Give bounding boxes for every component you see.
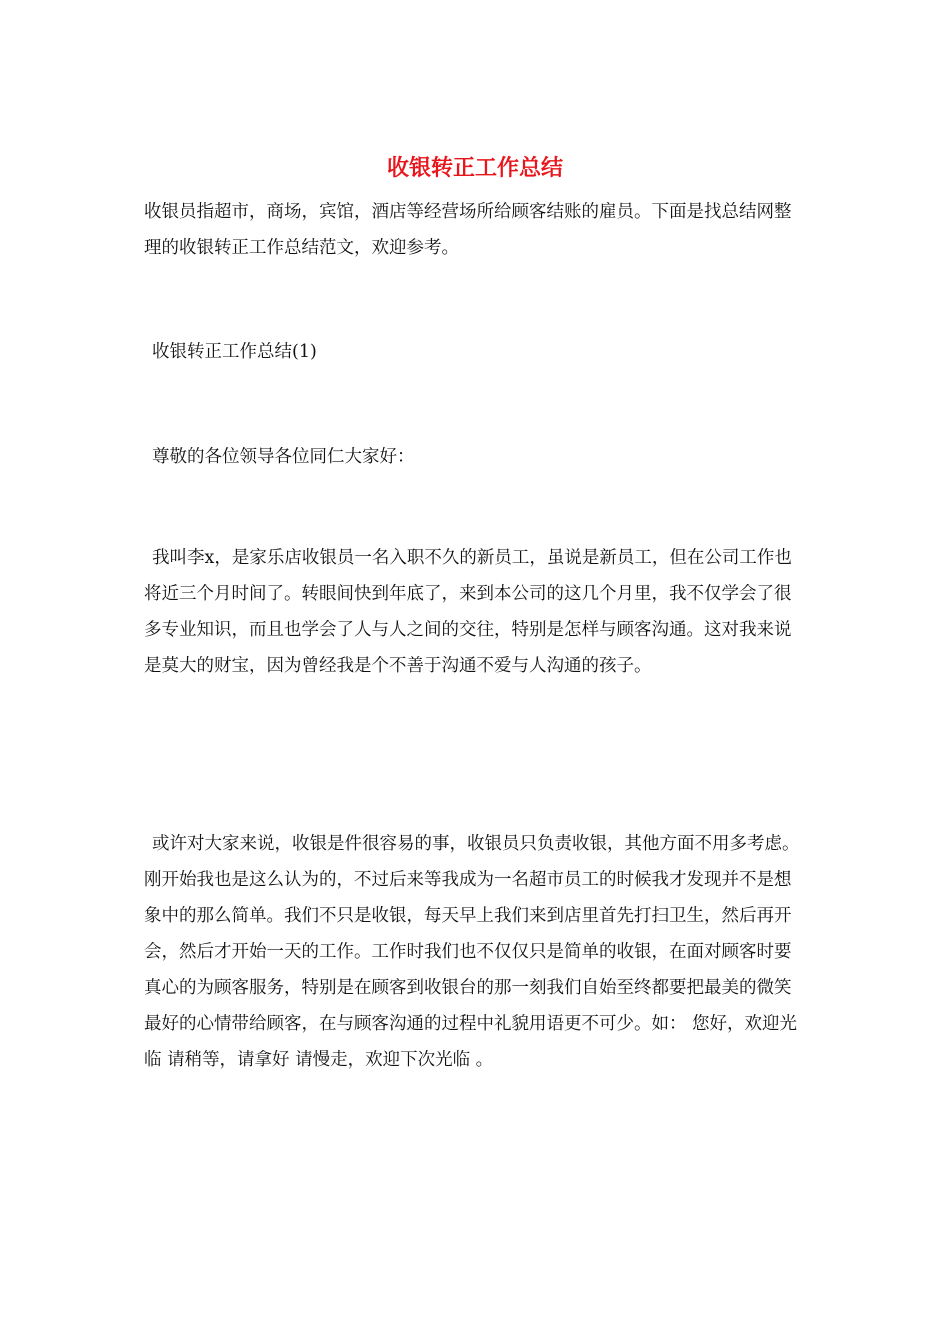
intro-paragraph: 收银员指超市，商场，宾馆，酒店等经营场所给顾客结账的雇员。下面是找总结网整理的收银转正工作总结范文，欢迎参考。 [144, 202, 792, 258]
document-title: 收银转正工作总结 [386, 155, 563, 181]
body-paragraph-1: 我叫李x，是家乐店收银员一名入职不久的新员工，虽说是新员工，但在公司工作也将近三个月时间了。转眼间快到年底了，来到本公司的这几个月里，我不仅学会了很多专业知识，而且也学会了人与人之间的交往，特别是怎样与顾客沟通。这对我来说是莫大的财宝，因为曾经我是个不善于沟通不爱与人沟通的孩子。 [144, 548, 792, 676]
section-heading: 收银转正工作总结(1) [152, 342, 317, 362]
body-paragraph-2: 或许对大家来说，收银是件很容易的事，收银员只负责收银，其他方面不用多考虑。刚开始我也是这么认为的，不过后来等我成为一名超市员工的时候我才发现并不是想象中的那么简单。我们不只是收银，每天早上我们来到店里首先打扫卫生，然后再开会，然后才开始一天的工作。工作时我们也不仅仅只是简单的收银，在面对顾客时要真心的为顾客服务，特别是在顾客到收银台的那一刻我们自始至终都要把最美的微笑最好的心情带给顾客，在与顾客沟通的过程中礼貌用语更不可少。如： 您好，欢迎光临 请稍等，请拿好 请慢走，欢迎下次光临 。 [144, 834, 800, 1070]
greeting-line: 尊敬的各位领导各位同仁大家好： [152, 447, 415, 467]
